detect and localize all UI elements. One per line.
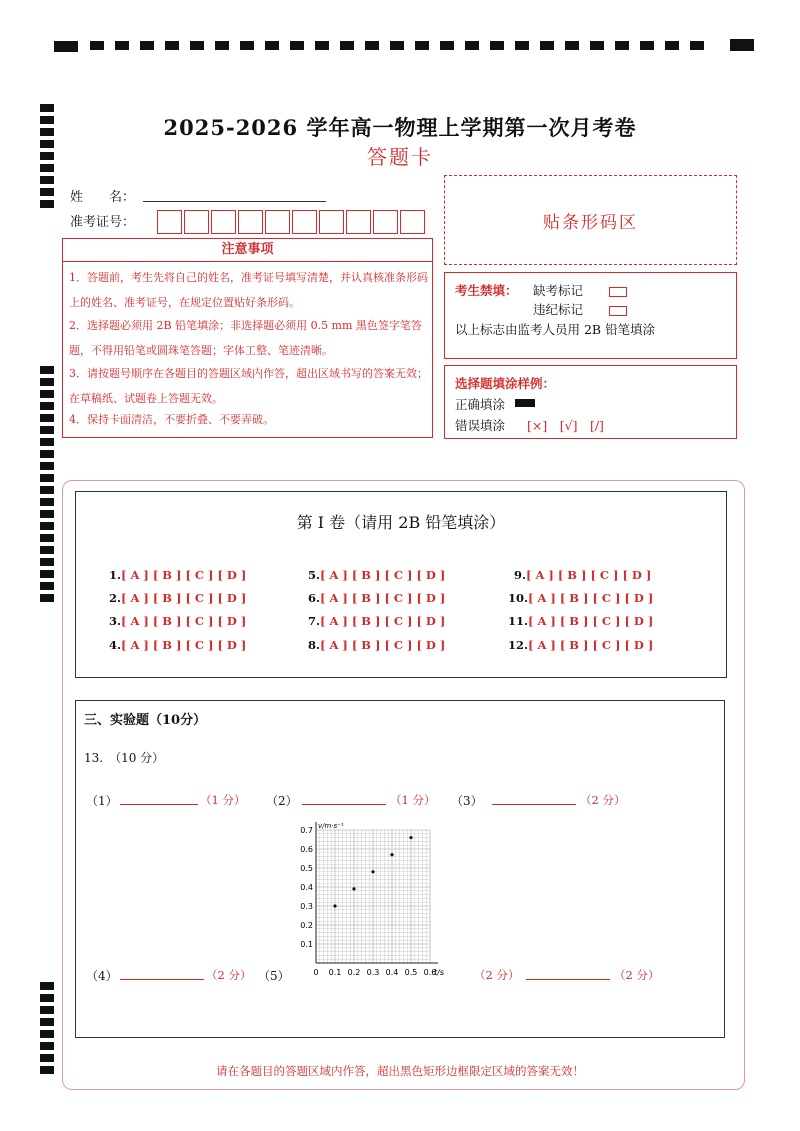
y-tick-label: 0.6 — [300, 845, 313, 854]
notice-item-4: 4．保持卡面清洁，不要折叠、不要弄破。 — [69, 413, 274, 426]
sub4-answer[interactable] — [120, 965, 204, 980]
notice-item-1: 1．答题前，考生先将自己的姓名，准考证号填写清楚，并认真核准条形码上的姓名、准考证号，在规定位置贴好条形码。 — [69, 271, 428, 309]
sample-title: 选择题填涂样例： — [455, 376, 556, 391]
barcode-area: 贴条形码区 — [444, 175, 737, 265]
y-tick-label: 0.3 — [300, 902, 313, 911]
question-6[interactable]: 6.[ A ] [ B ] [ C ] [ D ] — [308, 591, 446, 605]
question-5[interactable]: 5.[ A ] [ B ] [ C ] [ D ] — [308, 568, 446, 582]
violation-mark-label: 违纪标记 — [533, 300, 627, 318]
data-point — [352, 887, 355, 890]
name-label: 姓 名： — [70, 190, 136, 205]
q13-label: 13. （10 分） — [84, 751, 165, 765]
y-axis-label: v/m·s⁻¹ — [318, 822, 344, 830]
question-4[interactable]: 4.[ A ] [ B ] [ C ] [ D ] — [109, 638, 247, 652]
correct-fill-label: 正确填涂 — [455, 397, 506, 412]
sub1-points: （1 分） — [200, 793, 246, 807]
sub2-points: （1 分） — [390, 793, 436, 807]
velocity-time-chart — [292, 818, 442, 978]
correct-fill-sample — [515, 399, 535, 407]
y-tick-label: 0.2 — [300, 921, 313, 930]
question-12[interactable]: 12.[ A ] [ B ] [ C ] [ D ] — [508, 638, 654, 652]
question-8[interactable]: 8.[ A ] [ B ] [ C ] [ D ] — [308, 638, 446, 652]
wrong-fill-samples: [×] [√] [/] — [527, 418, 604, 433]
sub4-label: （4） — [86, 969, 118, 983]
question-9[interactable]: 9.[ A ] [ B ] [ C ] [ D ] — [514, 568, 652, 582]
x-tick-label: 0 — [313, 968, 319, 977]
violation-checkbox[interactable] — [609, 306, 627, 316]
sub5-points-b: （2 分） — [614, 968, 660, 982]
id-label: 准考证号： — [70, 215, 136, 230]
sub1-label: （1） — [86, 794, 118, 808]
sub5-label: （5） — [258, 969, 290, 983]
part1-title: 第 I 卷（请用 2B 铅笔填涂） — [296, 513, 506, 532]
part3-title: 三、实验题（10分） — [84, 713, 207, 728]
sub3-answer[interactable] — [492, 790, 576, 805]
sub5-answer[interactable] — [526, 965, 610, 980]
x-tick-label: 0.5 — [404, 968, 418, 977]
y-tick-label: 0.5 — [300, 864, 313, 873]
sub3-label: （3） — [451, 794, 483, 808]
x-tick-label: 0.3 — [366, 968, 380, 977]
x-tick-label: 0.4 — [385, 968, 399, 977]
x-tick-label: 0.2 — [347, 968, 361, 977]
examiner-only-box — [444, 272, 737, 359]
sub2-label: （2） — [266, 794, 298, 808]
data-point — [371, 870, 374, 873]
notice-box — [62, 238, 433, 438]
footer-warning: 请在各题目的答题区域内作答，超出黑色矩形边框限定区域的答案无效！ — [216, 1064, 584, 1078]
data-point — [409, 836, 412, 839]
notice-title: 注意事项 — [63, 239, 432, 262]
fill-sample-box — [444, 365, 737, 439]
question-10[interactable]: 10.[ A ] [ B ] [ C ] [ D ] — [508, 591, 654, 605]
sub2-answer[interactable] — [302, 790, 386, 805]
question-1[interactable]: 1.[ A ] [ B ] [ C ] [ D ] — [109, 568, 247, 582]
sub3-points: （2 分） — [580, 793, 626, 807]
forbidden-label: 考生禁填： — [455, 283, 518, 298]
x-tick-label: 0.6 — [423, 968, 437, 977]
data-point — [333, 904, 336, 907]
data-point — [390, 853, 393, 856]
x-tick-label: 0.1 — [328, 968, 342, 977]
question-7[interactable]: 7.[ A ] [ B ] [ C ] [ D ] — [308, 614, 446, 628]
question-3[interactable]: 3.[ A ] [ B ] [ C ] [ D ] — [109, 614, 247, 628]
forbidden-note: 以上标志由监考人员用 2B 铅笔填涂 — [455, 322, 656, 337]
question-11[interactable]: 11.[ A ] [ B ] [ C ] [ D ] — [508, 614, 654, 628]
question-2[interactable]: 2.[ A ] [ B ] [ C ] [ D ] — [109, 591, 247, 605]
absent-mark-label: 缺考标记 — [533, 281, 627, 299]
wrong-fill-label: 错误填涂 — [455, 418, 506, 433]
y-tick-label: 0.1 — [300, 940, 313, 949]
page-subtitle: 答题卡 — [367, 145, 433, 169]
sub4-points: （2 分） — [206, 968, 252, 982]
absent-checkbox[interactable] — [609, 287, 627, 297]
y-tick-label: 0.7 — [300, 826, 313, 835]
page-title: 2025-2026 学年高一物理上学期第一次月考卷 — [163, 115, 637, 140]
name-field[interactable] — [143, 201, 326, 202]
y-tick-label: 0.4 — [300, 883, 313, 892]
notice-item-2: 2．选择题必须用 2B 铅笔填涂；非选择题必须用 0.5 mm 黑色签字笔答题，不得用铅笔或圆珠笔答题；字体工整、笔迹清晰。 — [69, 319, 422, 357]
sub5-points-a: （2 分） — [474, 968, 520, 982]
part1-box — [75, 491, 727, 678]
x-axis-label: t/s — [434, 968, 444, 977]
sub1-answer[interactable] — [120, 790, 198, 805]
notice-item-3: 3．请按题号顺序在各题目的答题区域内作答，超出区域书写的答案无效；在草稿纸、试题卷上答题无效。 — [69, 367, 428, 405]
